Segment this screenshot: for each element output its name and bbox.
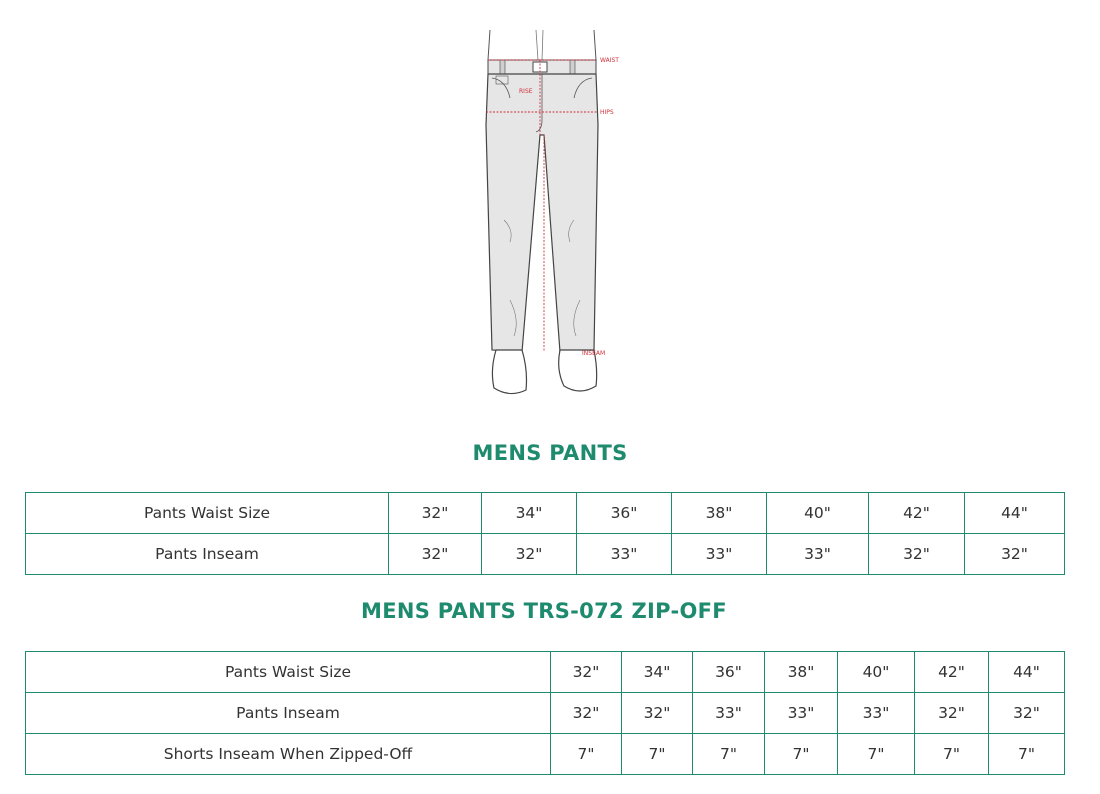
table-row xyxy=(26,652,1065,693)
pants-measurement-illustration xyxy=(470,20,630,405)
table-cell: 36" xyxy=(577,493,672,534)
table-cell: 33" xyxy=(672,534,767,575)
table-row xyxy=(26,493,1065,534)
table-cell: 33" xyxy=(765,693,838,734)
table-cell: 33" xyxy=(767,534,869,575)
table-cell: 44" xyxy=(965,493,1065,534)
table-cell: 36" xyxy=(693,652,765,693)
row-label: Pants Inseam xyxy=(26,534,389,575)
table-cell: 7" xyxy=(551,734,622,775)
table-row xyxy=(26,693,1065,734)
mens-pants-zip-off-size-table xyxy=(25,651,1065,775)
table-cell: 7" xyxy=(915,734,989,775)
waist-label: WAIST xyxy=(600,57,619,64)
table-cell: 32" xyxy=(965,534,1065,575)
table-cell: 34" xyxy=(482,493,577,534)
table-cell: 7" xyxy=(765,734,838,775)
table-cell: 32" xyxy=(622,693,693,734)
table-cell: 34" xyxy=(622,652,693,693)
table-cell: 32" xyxy=(551,652,622,693)
table-cell: 32" xyxy=(389,493,482,534)
table-cell: 32" xyxy=(551,693,622,734)
table-cell: 40" xyxy=(767,493,869,534)
table-cell: 40" xyxy=(838,652,915,693)
table-cell: 33" xyxy=(838,693,915,734)
table-cell: 32" xyxy=(869,534,965,575)
table-cell: 42" xyxy=(915,652,989,693)
table-cell: 42" xyxy=(869,493,965,534)
table-cell: 7" xyxy=(838,734,915,775)
table-cell: 38" xyxy=(765,652,838,693)
mens-pants-title: MENS PANTS xyxy=(472,441,628,465)
inseam-label: INSEAM xyxy=(582,350,606,357)
row-label: Pants Inseam xyxy=(26,693,551,734)
table-cell: 32" xyxy=(915,693,989,734)
mens-pants-zip-off-title: MENS PANTS TRS-072 ZIP-OFF xyxy=(361,599,727,623)
table-cell: 32" xyxy=(482,534,577,575)
table-cell: 32" xyxy=(989,693,1065,734)
table-cell: 33" xyxy=(693,693,765,734)
row-label: Pants Waist Size xyxy=(26,493,389,534)
table-cell: 7" xyxy=(622,734,693,775)
table-cell: 38" xyxy=(672,493,767,534)
table-cell: 44" xyxy=(989,652,1065,693)
table-row xyxy=(26,734,1065,775)
table-cell: 33" xyxy=(577,534,672,575)
table-cell: 7" xyxy=(693,734,765,775)
hips-label: HIPS xyxy=(600,109,614,116)
rise-label: RISE xyxy=(519,88,533,95)
table-cell: 32" xyxy=(389,534,482,575)
table-cell: 7" xyxy=(989,734,1065,775)
left-shoe-shape xyxy=(492,350,526,394)
table-row xyxy=(26,534,1065,575)
row-label: Shorts Inseam When Zipped-Off xyxy=(26,734,551,775)
mens-pants-size-table xyxy=(25,492,1065,575)
row-label: Pants Waist Size xyxy=(26,652,551,693)
